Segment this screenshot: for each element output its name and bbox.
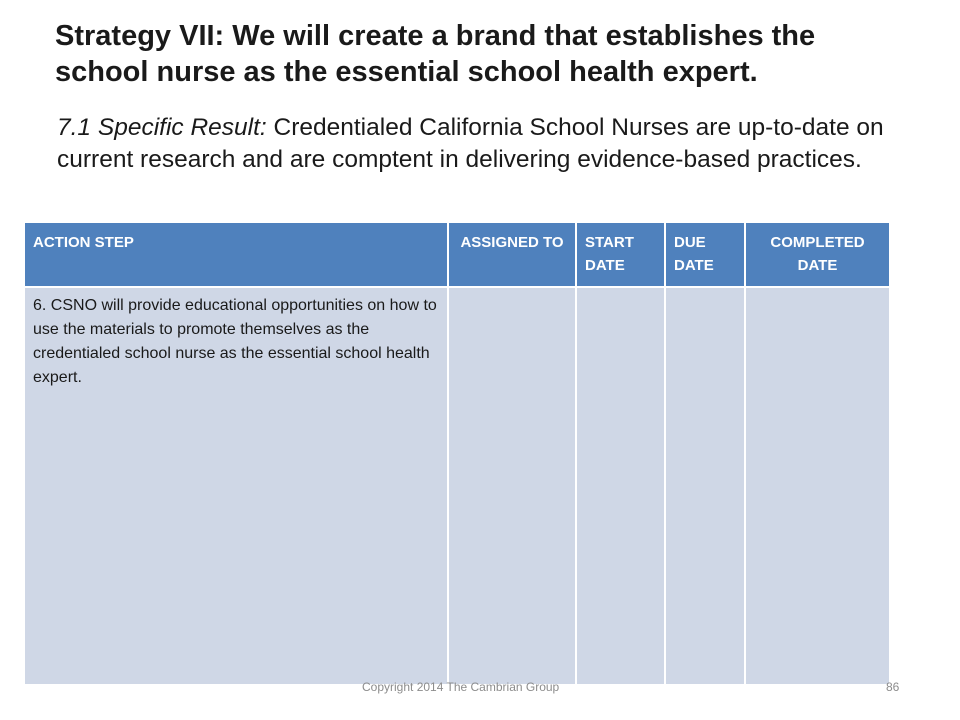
strategy-title-text: We will create a brand that establishes the school nurse as the essential school health expert.	[55, 20, 816, 89]
cell-action-step: 6. CSNO will provide educational opportunities on how to use the materials to promote themselves as the credentialed school nurse as the essential school health expert.	[25, 287, 448, 685]
column-header-due-date: DUE DATE	[665, 223, 745, 287]
page-number: 86	[886, 680, 900, 694]
column-header-action-step: ACTION STEP	[25, 223, 448, 287]
action-plan-table	[25, 223, 889, 684]
specific-result-text: Credentialed California School Nurses are up-to-date on current research and are comptent in delivering evidence-based practices.	[57, 114, 884, 173]
strategy-title	[55, 18, 915, 91]
cell-due-date	[665, 287, 745, 685]
copyright-text: Copyright 2014 The Cambrian Group	[362, 680, 560, 694]
strategy-title-lead: Strategy VII:	[55, 20, 225, 52]
cell-completed-date	[745, 287, 889, 685]
column-header-assigned-to: ASSIGNED TO	[448, 223, 576, 287]
specific-result-lead: 7.1 Specific Result:	[57, 114, 267, 141]
cell-start-date	[576, 287, 665, 685]
table-header-row	[25, 223, 889, 287]
column-header-start-date: START DATE	[576, 223, 665, 287]
table-row	[25, 287, 889, 685]
specific-result	[57, 112, 897, 176]
column-header-completed-date: COMPLETED DATE	[745, 223, 889, 287]
cell-assigned-to	[448, 287, 576, 685]
